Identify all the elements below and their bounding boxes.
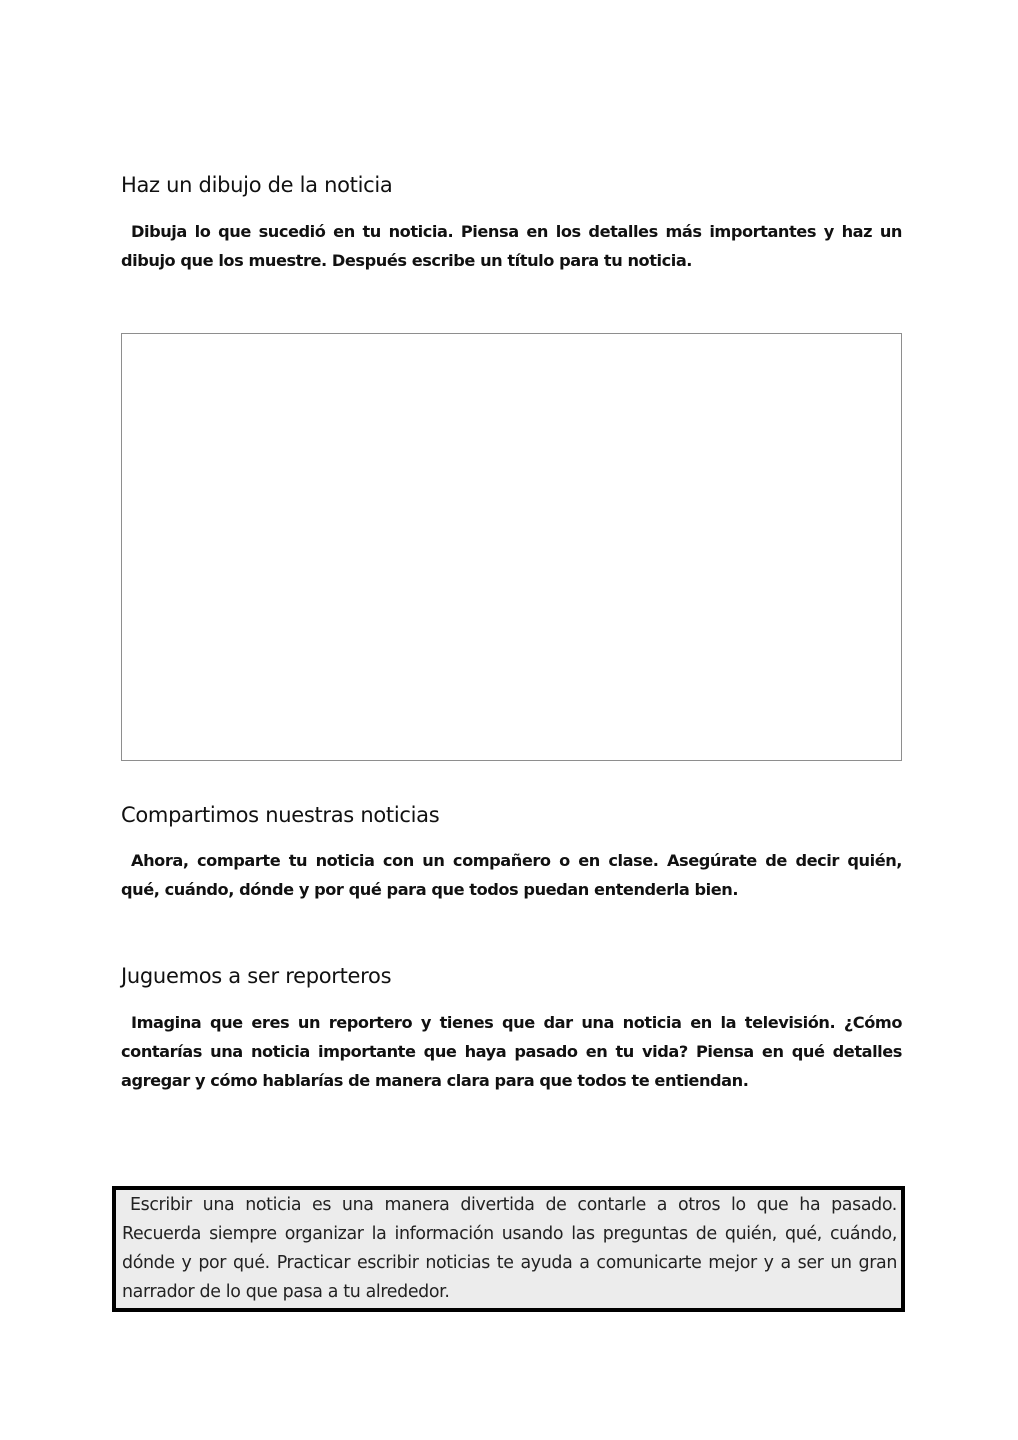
drawing-area[interactable] [121,333,902,761]
summary-box [112,1186,905,1312]
section-title-share: Compartimos nuestras noticias [121,803,440,827]
section-body-reporters [121,1008,902,1095]
summary-text-wrapper [116,1191,901,1307]
section-title-drawing: Haz un dibujo de la noticia [121,173,393,197]
summary-text: Escribir una noticia es una manera divertida de contarle a otros lo que ha pasado. Recuerda siempre organizar la información usando las preguntas de quién, qué, cuándo, dónde y por qué. Practicar escribir noticias te ayuda a comunicarte mejor y a ser un gran narrador de lo que pasa a tu alrededor. [122,1195,897,1302]
section-body-reporters-text: Imagina que eres un reportero y tienes que dar una noticia en la televisión. ¿Cómo contarías una noticia importante que haya pasado en tu vida? Piensa en qué detalles agregar y cómo hablarías de manera clara para que todos te entiendan. [121,1013,902,1090]
section-body-drawing [121,217,902,275]
section-title-reporters: Juguemos a ser reporteros [121,964,392,988]
section-body-share [121,846,902,904]
section-body-drawing-text: Dibuja lo que sucedió en tu noticia. Piensa en los detalles más importantes y haz un dibujo que los muestre. Después escribe un título para tu noticia. [121,222,902,270]
section-body-share-text: Ahora, comparte tu noticia con un compañero o en clase. Asegúrate de decir quién, qué, cuándo, dónde y por qué para que todos puedan entenderla bien. [121,851,902,899]
